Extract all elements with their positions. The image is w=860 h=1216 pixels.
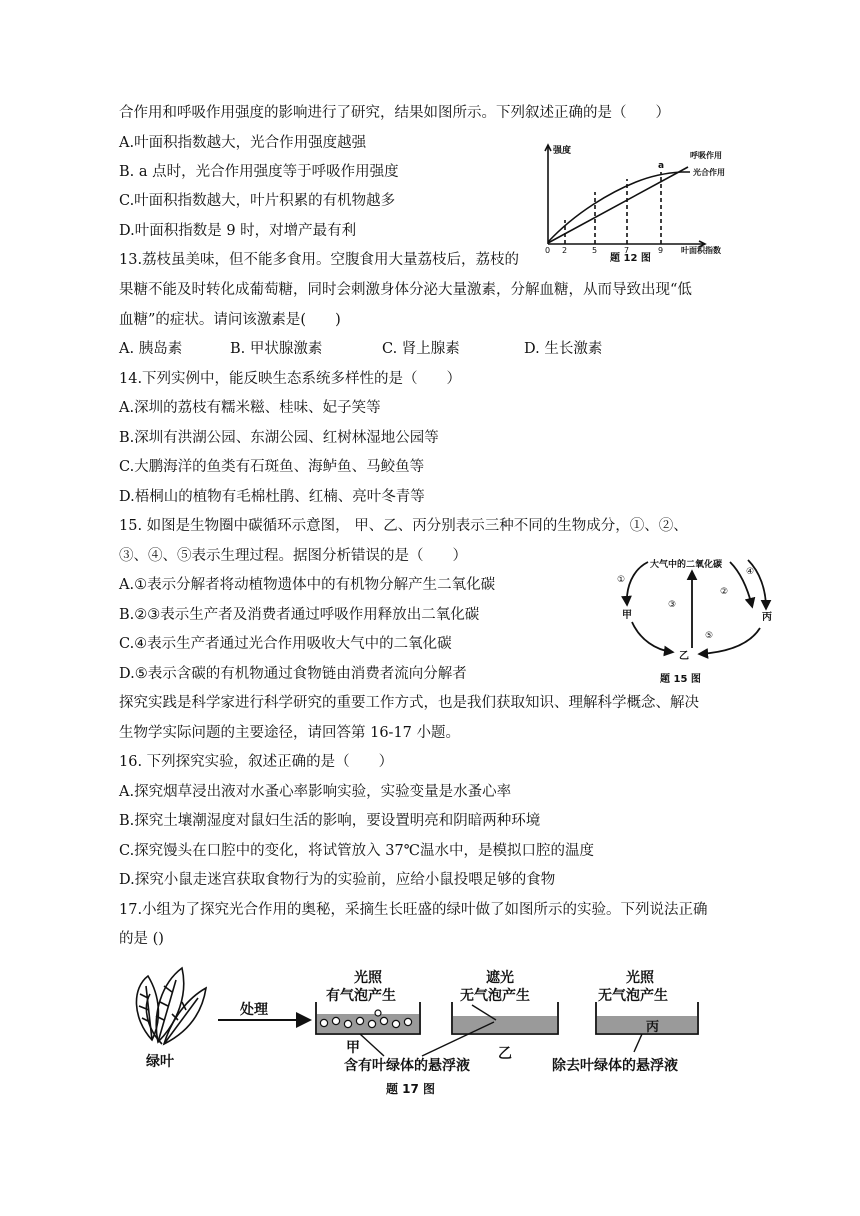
q15-option-a: A.①表示分解者将动植物遗体中的有机物分解产生二氧化碳 <box>119 577 496 593</box>
q16-option-b: B.探究土壤潮湿度对鼠妇生活的影响，要设置明亮和阴暗两种环境 <box>119 813 541 829</box>
q12-caption: 题 12 图 <box>610 253 651 262</box>
svg-text:光照: 光照 <box>626 970 654 986</box>
q12-ylabel: 强度 <box>553 146 572 156</box>
q12-option-a: A.叶面积指数越大，光合作用强度越强 <box>119 135 367 151</box>
q17-process-label: 处理 <box>240 1002 268 1018</box>
q15-option-c: C.④表示生产者通过光合作用吸收大气中的二氧化碳 <box>119 636 452 652</box>
q17-caption: 题 17 图 <box>386 1082 436 1096</box>
svg-text:9: 9 <box>658 246 664 255</box>
q12-option-b: B. a 点时，光合作用强度等于呼吸作用强度 <box>119 164 399 180</box>
q12-option-d: D.叶面积指数是 9 时，对增产最有利 <box>119 223 357 239</box>
svg-text:丙: 丙 <box>646 1020 660 1035</box>
q12-xlabel: 叶面积指数 <box>681 246 721 255</box>
q14-stem: 14.下列实例中，能反映生态系统多样性的是（ ） <box>119 371 462 387</box>
q14-option-c: C.大鹏海洋的鱼类有石斑鱼、海鲈鱼、马鲛鱼等 <box>119 459 425 475</box>
q13-option-d: D. 生长激素 <box>524 341 603 357</box>
svg-text:2: 2 <box>562 246 568 255</box>
q13-line-3: 血糖”的症状。请问该激素是( ) <box>119 312 341 328</box>
q12-respiration-line <box>548 167 688 243</box>
q17-leaf-label: 绿叶 <box>146 1054 174 1070</box>
q15-jia: 甲 <box>622 610 632 621</box>
svg-text:7: 7 <box>624 246 630 255</box>
q15-bing: 丙 <box>762 612 772 623</box>
q17-line-1: 17.小组为了探究光合作用的奥秘，采摘生长旺盛的绿叶做了如图所示的实验。下列说法正确 <box>119 902 708 918</box>
q16-option-d: D.探究小鼠走迷宫获取食物行为的实验前，应给小鼠投喂足够的食物 <box>119 872 556 888</box>
svg-text:②: ② <box>720 587 729 597</box>
q15-option-d: D.⑤表示含碳的有机物通过食物链由消费者流向分解者 <box>119 666 467 682</box>
svg-text:⑤: ⑤ <box>705 631 714 641</box>
svg-text:③: ③ <box>668 600 677 610</box>
q17-without-chloroplast: 除去叶绿体的悬浮液 <box>552 1058 678 1074</box>
q13-options <box>119 340 602 358</box>
q15-figure <box>610 552 780 694</box>
intro-line-2: 生物学实际问题的主要途径，请回答第 16-17 小题。 <box>119 725 461 741</box>
q13-line-2: 果糖不能及时转化成葡萄糖，同时会刺激身体分泌大量激素，分解血糖，从而导致出现“低 <box>119 282 692 298</box>
q17-with-chloroplast: 含有叶绿体的悬浮液 <box>344 1058 470 1074</box>
q16-option-a: A.探究烟草浸出液对水蚤心率影响实验，实验变量是水蚤心率 <box>119 784 512 800</box>
q14-option-a: A.深圳的荔枝有糯米糍、桂味、妃子笑等 <box>119 400 381 416</box>
q12-legend-photosynthesis: 光合作用 <box>693 168 725 177</box>
q12-option-c: C.叶面积指数越大，叶片积累的有机物越多 <box>119 193 396 209</box>
q16-stem: 16. 下列探究实验，叙述正确的是（ ） <box>119 754 394 770</box>
q13-option-b: B. 甲状腺激素 <box>230 341 323 357</box>
svg-text:0: 0 <box>545 246 551 255</box>
q15-option-b: B.②③表示生产者及消费者通过呼吸作用释放出二氧化碳 <box>119 607 480 623</box>
svg-text:遮光: 遮光 <box>486 970 514 986</box>
svg-text:乙: 乙 <box>498 1046 512 1062</box>
q15-caption: 题 15 图 <box>660 674 701 685</box>
q12-stem-tail: 合作用和呼吸作用强度的影响进行了研究，结果如图所示。下列叙述正确的是（ ） <box>119 105 670 121</box>
q15-yi: 乙 <box>679 651 689 662</box>
svg-text:甲: 甲 <box>346 1040 360 1056</box>
svg-text:光照: 光照 <box>354 970 382 986</box>
svg-text:无气泡产生: 无气泡产生 <box>598 988 668 1004</box>
q13-option-c: C. 肾上腺素 <box>382 341 460 357</box>
q17-line-2: 的是 () <box>119 931 164 947</box>
svg-text:5: 5 <box>592 246 598 255</box>
svg-text:①: ① <box>617 575 626 585</box>
q12-legend-respiration: 呼吸作用 <box>690 151 722 160</box>
q17-figure <box>122 958 722 1100</box>
intro-line-1: 探究实践是科学家进行科学研究的重要工作方式，也是我们获取知识、理解科学概念、解决 <box>119 695 699 711</box>
q15-atmosphere-co2: 大气中的二氧化碳 <box>650 560 723 570</box>
q14-option-d: D.梧桐山的植物有毛棉杜鹃、红楠、亮叶冬青等 <box>119 489 425 505</box>
q15-line-2: ③、④、⑤表示生理过程。据图分析错误的是（ ） <box>119 548 467 564</box>
q13-option-a: A. 胰岛素 <box>119 341 183 357</box>
q16-option-c: C.探究馒头在口腔中的变化，将试管放入 37℃温水中，是模拟口腔的温度 <box>119 843 594 859</box>
q15-line-1: 15. 如图是生物圈中碳循环示意图， 甲、乙、丙分别表示三种不同的生物成分，①、②、 <box>119 518 688 534</box>
q12-point-a: a <box>658 161 665 171</box>
q12-figure <box>536 140 736 262</box>
q13-line-1: 13.荔枝虽美味，但不能多食用。空腹食用大量荔枝后，荔枝的 <box>119 252 520 268</box>
q14-option-b: B.深圳有洪湖公园、东湖公园、红树林湿地公园等 <box>119 430 439 446</box>
svg-text:有气泡产生: 有气泡产生 <box>326 988 396 1004</box>
leaf-bundle-icon <box>136 968 206 1044</box>
svg-text:④: ④ <box>746 567 755 577</box>
svg-text:无气泡产生: 无气泡产生 <box>460 988 530 1004</box>
